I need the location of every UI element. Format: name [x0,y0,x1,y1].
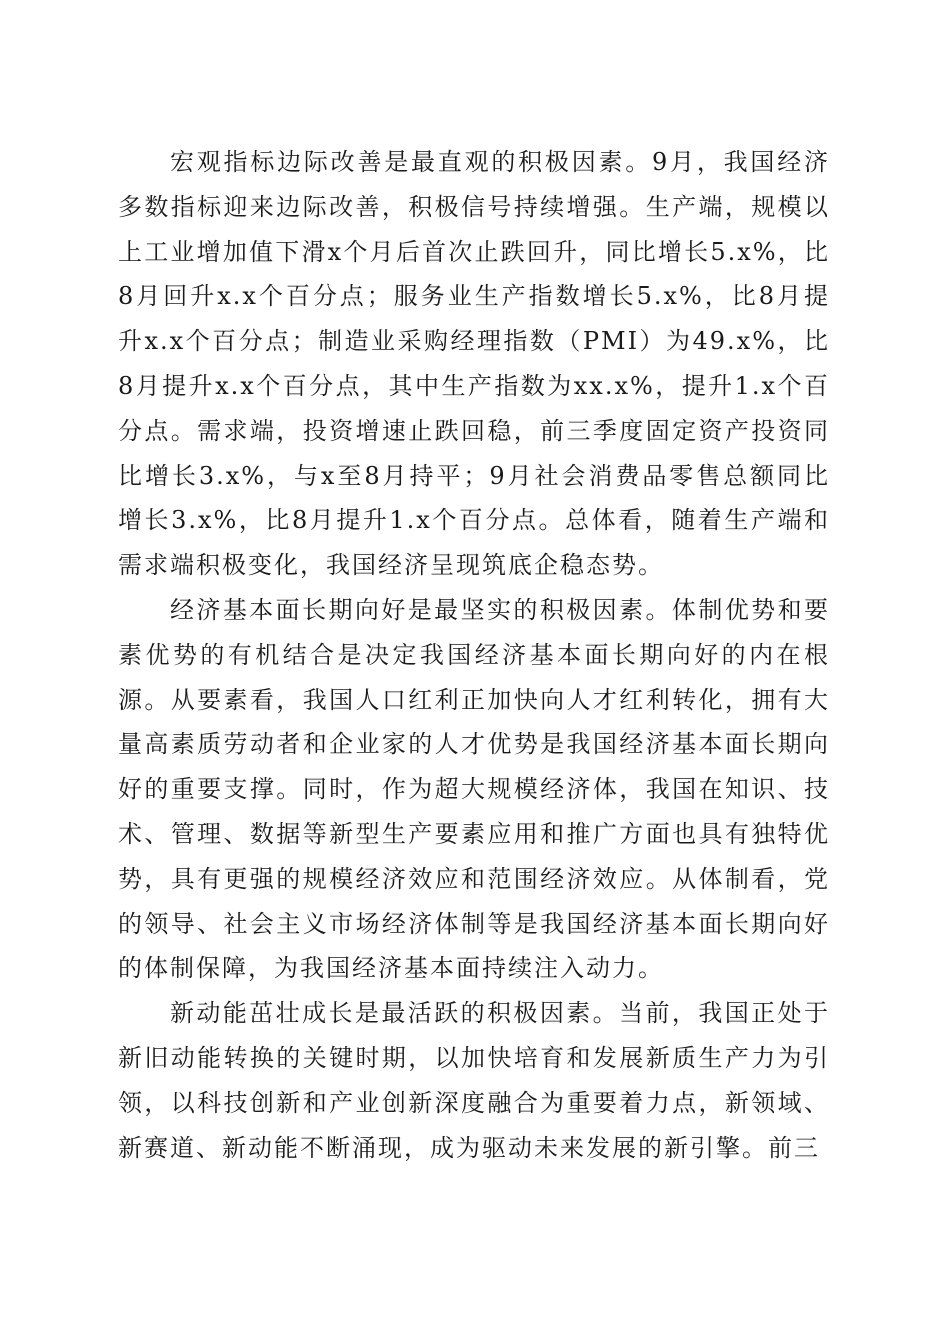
paragraph-macro-indicators: 宏观指标边际改善是最直观的积极因素。9月，我国经济多数指标迎来边际改善，积极信号持续增强。生产端，规模以上工业增加值下滑x个月后首次止跌回升，同比增长5.x%，比8月回升x.x个百分点；服务业生产指数增长5.x%，比8月提升x.x个百分点；制造业采购经理指数（PMI）为49.x%，比8月提升x.x个百分点，其中生产指数为xx.x%，提升1.x个百分点。需求端，投资增速止跌回稳，前三季度固定资产投资同比增长3.x%，与x至8月持平；9月社会消费品零售总额同比增长3.x%，比8月提升1.x个百分点。总体看，随着生产端和需求端积极变化，我国经济呈现筑底企稳态势。 [118,148,830,580]
document-body [118,140,830,1170]
paragraph-new-momentum: 新动能茁壮成长是最活跃的积极因素。当前，我国正处于新旧动能转换的关键时期，以加快培育和发展新质生产力为引领，以科技创新和产业创新深度融合为重要着力点，新领域、新赛道、新动能不断涌现，成为驱动未来发展的新引擎。前三 [118,999,830,1162]
paragraph-economic-fundamentals: 经济基本面长期向好是最坚实的积极因素。体制优势和要素优势的有机结合是决定我国经济基本面长期向好的内在根源。从要素看，我国人口红利正加快向人才红利转化，拥有大量高素质劳动者和企业家的人才优势是我国经济基本面长期向好的重要支撑。同时，作为超大规模经济体，我国在知识、技术、管理、数据等新型生产要素应用和推广方面也具有独特优势，具有更强的规模经济效应和范围经济效应。从体制看，党的领导、社会主义市场经济体制等是我国经济基本面长期向好的体制保障，为我国经济基本面持续注入动力。 [118,595,830,983]
